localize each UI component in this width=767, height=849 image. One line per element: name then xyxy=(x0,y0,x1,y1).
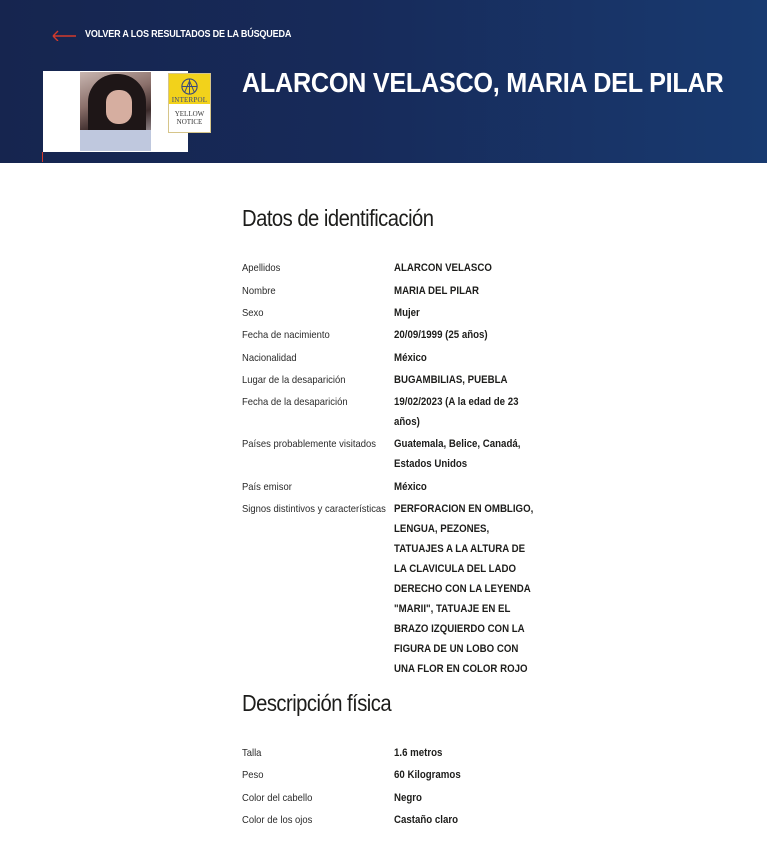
person-photo[interactable] xyxy=(80,72,151,151)
photo-card xyxy=(43,71,208,152)
interpol-emblem-icon xyxy=(180,77,199,96)
field-value: MARIA DEL PILAR xyxy=(394,285,479,297)
back-to-results-link[interactable] xyxy=(51,25,325,43)
field-label: Fecha de nacimiento xyxy=(242,329,330,341)
person-name: ALARCON VELASCO, MARIA DEL PILAR xyxy=(242,67,724,98)
field-label: Nombre xyxy=(242,285,276,297)
field-value: Negro xyxy=(394,792,422,804)
field-value: ALARCON VELASCO xyxy=(394,262,492,274)
field-value: México xyxy=(394,352,427,364)
badge-notice-line2: NOTICE xyxy=(176,118,203,126)
field-label: Fecha de la desaparición xyxy=(242,396,348,408)
field-label: Países probablemente visitados xyxy=(242,438,376,450)
field-label: Talla xyxy=(242,747,262,759)
field-label: Sexo xyxy=(242,307,264,319)
field-label: Apellidos xyxy=(242,262,281,274)
field-value: Castaño claro xyxy=(394,814,459,826)
field-label: Color del cabello xyxy=(242,792,313,804)
badge-notice-type xyxy=(169,110,210,126)
field-value: 19/02/2023 (A la edad de 23 años) xyxy=(394,396,519,428)
photo-accent-line xyxy=(42,152,43,162)
back-link-label: VOLVER A LOS RESULTADOS DE LA BÚSQUEDA xyxy=(85,28,292,40)
field-value: Mujer xyxy=(394,307,420,319)
field-value: 1.6 metros xyxy=(394,747,443,759)
field-label: Signos distintivos y características xyxy=(242,503,386,515)
field-value: 20/09/1999 (25 años) xyxy=(394,329,488,341)
physical-section-title: Descripción física xyxy=(242,690,392,716)
field-value: BUGAMBILIAS, PUEBLA xyxy=(394,374,508,386)
field-label: Nacionalidad xyxy=(242,352,297,364)
field-value: México xyxy=(394,481,427,493)
field-label: Lugar de la desaparición xyxy=(242,374,346,386)
field-label: País emisor xyxy=(242,481,292,493)
field-label: Peso xyxy=(242,769,264,781)
identification-section-title: Datos de identificación xyxy=(242,205,434,231)
field-value: PERFORACION EN OMBLIGO, LENGUA, PEZONES, TATUAJES A LA ALTURA DE LA CLAVICULA DEL LADO DERECHO CON LA LEYENDA "MARII", TATUAJE EN EL BRAZO IZQUIERDO CON LA FIGURA DE UN LOBO CON UNA FLOR EN COLOR ROJO xyxy=(394,503,534,675)
yellow-notice-badge xyxy=(168,73,211,133)
notice-header xyxy=(0,0,767,163)
back-arrow-icon xyxy=(51,27,77,41)
field-label: Color de los ojos xyxy=(242,814,313,826)
field-value: Guatemala, Belice, Canadá, Estados Unidos xyxy=(394,438,521,470)
badge-notice-line1: YELLOW xyxy=(174,110,205,118)
badge-brand: INTERPOL xyxy=(171,96,208,104)
field-value: 60 Kilogramos xyxy=(394,769,461,781)
